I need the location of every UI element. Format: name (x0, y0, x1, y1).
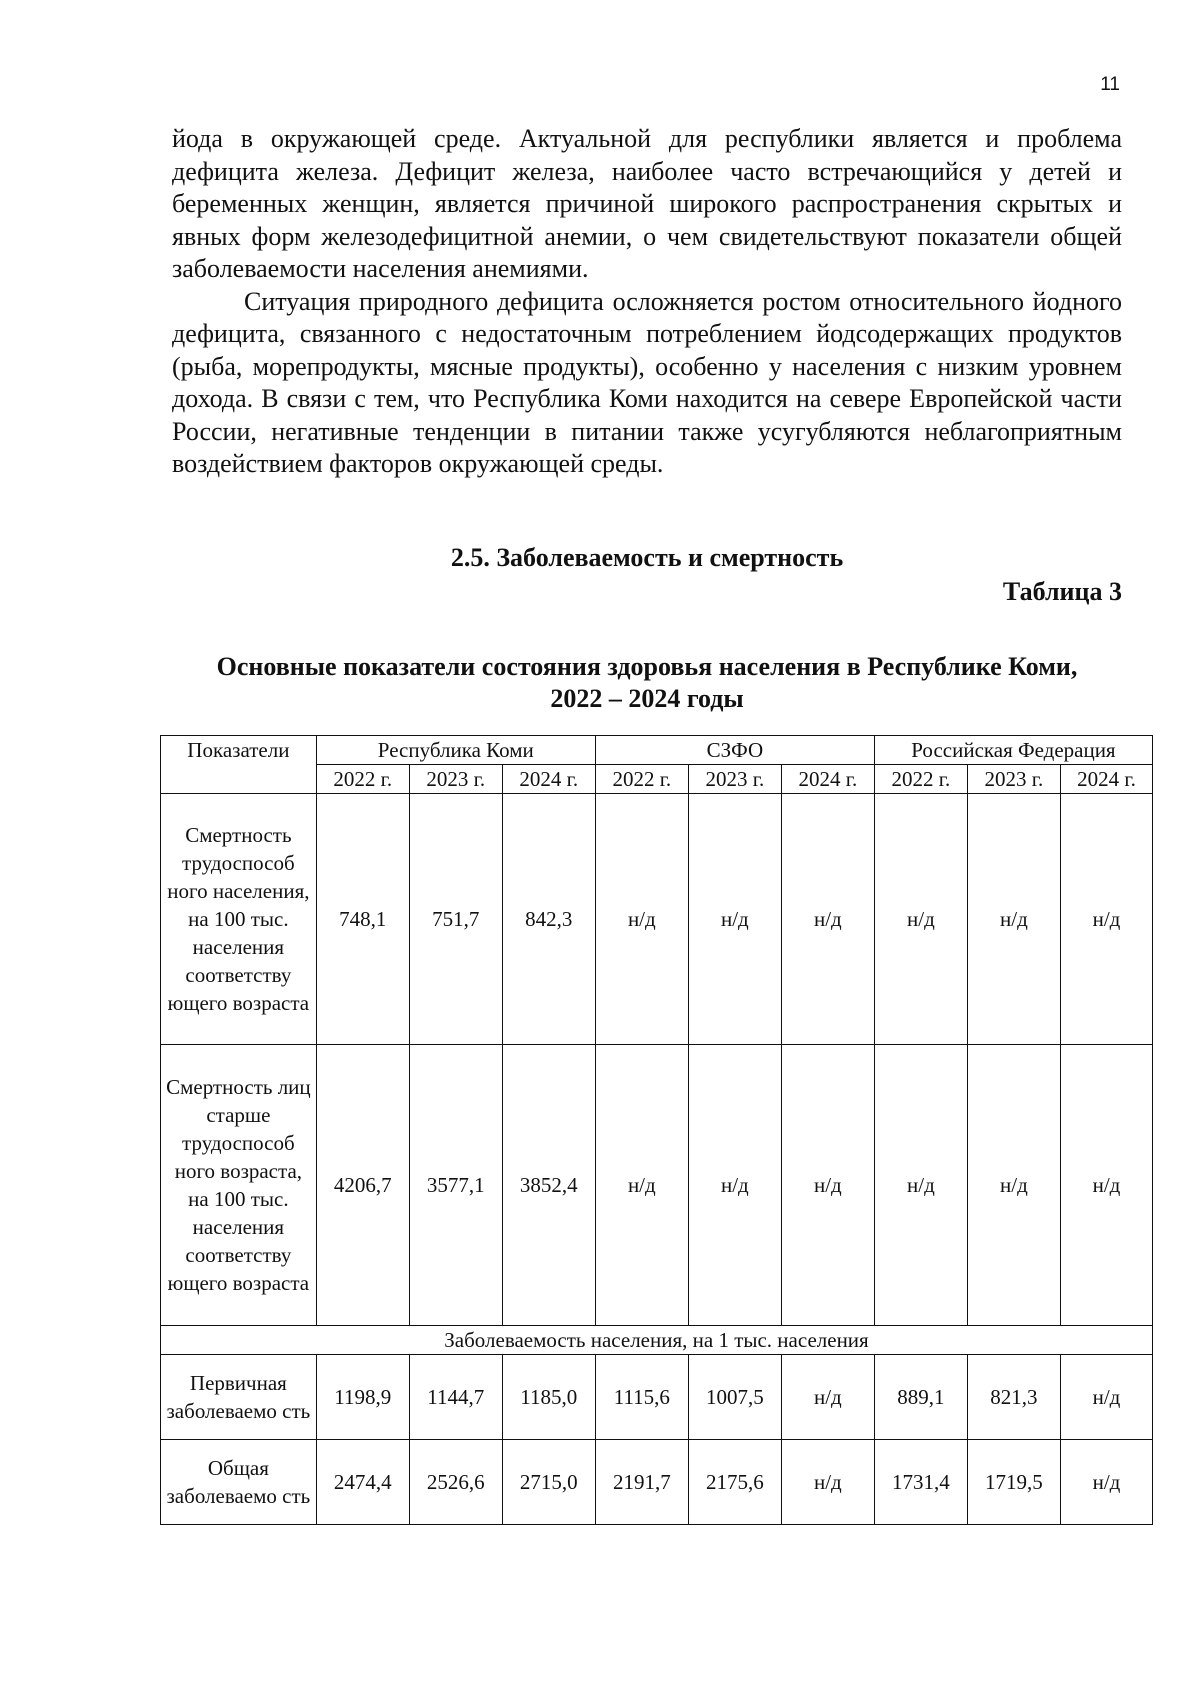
year-cell: 2022 г. (874, 765, 967, 794)
value-cell: 2175,6 (688, 1440, 781, 1525)
year-cell: 2022 г. (316, 765, 409, 794)
table-title-line: Основные показатели состояния здоровья населения в Республике Коми, (216, 652, 1078, 681)
health-indicators-table (160, 735, 1153, 1525)
value-cell: н/д (1060, 794, 1152, 1045)
value-cell: 1719,5 (967, 1440, 1060, 1525)
value-cell: н/д (781, 1440, 874, 1525)
value-cell: 2715,0 (502, 1440, 595, 1525)
value-cell: 821,3 (967, 1355, 1060, 1440)
header-indicator: Показатели (161, 736, 317, 794)
value-cell: 1198,9 (316, 1355, 409, 1440)
table-section-row (161, 1326, 1153, 1355)
value-cell: н/д (967, 794, 1060, 1045)
header-group-rf: Российская Федерация (874, 736, 1152, 765)
value-cell: 842,3 (502, 794, 595, 1045)
table-title (162, 651, 1132, 715)
section-row-label: Заболеваемость населения, на 1 тыс. населения (161, 1326, 1153, 1355)
value-cell: 2191,7 (595, 1440, 688, 1525)
value-cell: н/д (967, 1045, 1060, 1326)
row-label: Общая заболеваемо сть (161, 1440, 317, 1525)
value-cell: н/д (595, 1045, 688, 1326)
section-heading: 2.5. Заболеваемость и смертность (450, 543, 844, 572)
value-cell: 1144,7 (409, 1355, 502, 1440)
row-label: Смертность лиц старше трудоспособ ного возраста, на 100 тыс. населения соответству ющего возраста (161, 1045, 317, 1326)
page-number: 11 (1100, 74, 1120, 95)
value-cell: н/д (688, 794, 781, 1045)
value-cell: н/д (781, 1355, 874, 1440)
year-cell: 2023 г. (409, 765, 502, 794)
value-cell: н/д (781, 1045, 874, 1326)
value-cell: 751,7 (409, 794, 502, 1045)
year-cell: 2023 г. (967, 765, 1060, 794)
value-cell: 3577,1 (409, 1045, 502, 1326)
table-row (161, 1440, 1153, 1525)
value-cell: н/д (874, 1045, 967, 1326)
value-cell: 4206,7 (316, 1045, 409, 1326)
table-label: Таблица 3 (1002, 577, 1122, 606)
value-cell: н/д (1060, 1355, 1152, 1440)
row-label: Смертность трудоспособ ного населения, на 100 тыс. населения соответству ющего возраста (161, 794, 317, 1045)
value-cell: 1185,0 (502, 1355, 595, 1440)
value-cell: 2526,6 (409, 1440, 502, 1525)
value-cell: 1007,5 (688, 1355, 781, 1440)
value-cell: н/д (874, 794, 967, 1045)
value-cell: 889,1 (874, 1355, 967, 1440)
body-text (172, 123, 1122, 481)
year-cell: 2023 г. (688, 765, 781, 794)
year-cell: 2024 г. (1060, 765, 1152, 794)
value-cell: н/д (1060, 1045, 1152, 1326)
table-title-line: 2022 – 2024 годы (550, 684, 744, 713)
value-cell: 1115,6 (595, 1355, 688, 1440)
table-header-row (161, 736, 1153, 765)
year-cell: 2024 г. (502, 765, 595, 794)
value-cell: н/д (1060, 1440, 1152, 1525)
year-cell: 2022 г. (595, 765, 688, 794)
value-cell: н/д (781, 794, 874, 1045)
header-group-komi: Республика Коми (316, 736, 595, 765)
table-row (161, 794, 1153, 1045)
row-label: Первичная заболеваемо сть (161, 1355, 317, 1440)
value-cell: 3852,4 (502, 1045, 595, 1326)
header-group-szfo: СЗФО (595, 736, 874, 765)
value-cell: н/д (688, 1045, 781, 1326)
table-row (161, 1355, 1153, 1440)
paragraph: йода в окружающей среде. Актуальной для республики является и проблема дефицита железа. Дефицит железа, наиболее часто встречающийся у детей и беременных женщин, является причиной широкого распространения скрытых и явных форм железодефицитной анемии, о чем свидетельствуют показатели общей заболеваемости населения анемиями. (172, 124, 1122, 283)
value-cell: 748,1 (316, 794, 409, 1045)
year-cell: 2024 г. (781, 765, 874, 794)
value-cell: 2474,4 (316, 1440, 409, 1525)
value-cell: н/д (595, 794, 688, 1045)
table-row (161, 1045, 1153, 1326)
paragraph: Ситуация природного дефицита осложняется ростом относительного йодного дефицита, связанного с недостаточным потреблением йодсодержащих продуктов (рыба, морепродукты, мясные продукты), особенно у населения с низким уровнем дохода. В связи с тем, что Республика Коми находится на севере Европейской части России, негативные тенденции в питании также усугубляются неблагоприятным воздействием факторов окружающей среды. (172, 286, 1122, 478)
value-cell: 1731,4 (874, 1440, 967, 1525)
